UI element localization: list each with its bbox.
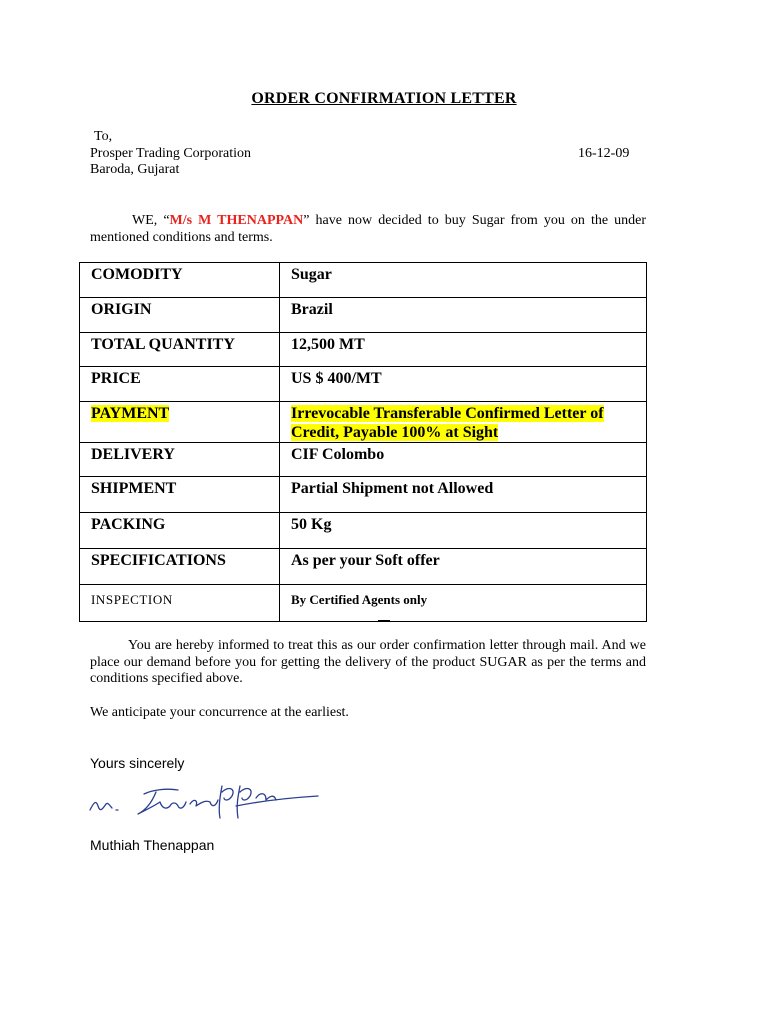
signer-name: Muthiah Thenappan	[90, 837, 215, 853]
terms-table	[79, 262, 647, 622]
table-row	[80, 367, 647, 402]
table-row	[80, 402, 647, 443]
signature-image	[86, 780, 322, 824]
term-key: PRICE	[80, 367, 280, 402]
term-key: SPECIFICATIONS	[80, 549, 280, 585]
closing-text: Yours sincerely	[90, 755, 185, 771]
term-value: By Certified Agents only	[280, 585, 647, 622]
table-row	[80, 333, 647, 367]
letter-title: ORDER CONFIRMATION LETTER	[251, 90, 517, 107]
term-value: Brazil	[280, 298, 647, 333]
intro-lead: WE, “	[132, 213, 170, 228]
term-value: US $ 400/MT	[280, 367, 647, 402]
table-row	[80, 549, 647, 585]
table-row	[80, 477, 647, 513]
table-row	[80, 298, 647, 333]
recipient-location: Baroda, Gujarat	[90, 162, 180, 177]
term-value: CIF Colombo	[280, 443, 647, 477]
payment-key-highlight: PAYMENT	[91, 405, 170, 422]
term-value: Partial Shipment not Allowed	[280, 477, 647, 513]
term-value: 12,500 MT	[280, 333, 647, 367]
term-key: DELIVERY	[80, 443, 280, 477]
table-row	[80, 443, 647, 477]
term-value	[280, 402, 647, 443]
term-key: TOTAL QUANTITY	[80, 333, 280, 367]
divider-mark	[378, 620, 390, 621]
term-key: ORIGIN	[80, 298, 280, 333]
table-row	[80, 263, 647, 298]
intro-rest: ” have now decided to buy Sugar from you on the under mentioned conditions and terms.	[90, 213, 646, 245]
term-key: SHIPMENT	[80, 477, 280, 513]
buyer-name: M/s M THENAPPAN	[169, 213, 304, 228]
recipient-company: Prosper Trading Corporation	[90, 146, 251, 161]
term-key	[80, 402, 280, 443]
body-paragraph-1: You are hereby informed to treat this as our order confirmation letter through mail. And we place our demand before you for getting the delivery of the product SUGAR as per the terms and conditions specified above.	[90, 638, 646, 686]
term-value: As per your Soft offer	[280, 549, 647, 585]
term-value: Sugar	[280, 263, 647, 298]
recipient-salutation: To,	[94, 129, 113, 144]
body-paragraph-2: We anticipate your concurrence at the earliest.	[90, 705, 349, 720]
term-value: 50 Kg	[280, 513, 647, 549]
intro-paragraph	[90, 212, 646, 246]
payment-value-highlight: Irrevocable Transferable Confirmed Letter of Credit, Payable 100% at Sight	[291, 405, 604, 441]
term-key: INSPECTION	[80, 585, 280, 622]
term-key: PACKING	[80, 513, 280, 549]
letter-date: 16-12-09	[578, 146, 630, 161]
term-key: COMODITY	[80, 263, 280, 298]
table-row	[80, 585, 647, 622]
table-row	[80, 513, 647, 549]
